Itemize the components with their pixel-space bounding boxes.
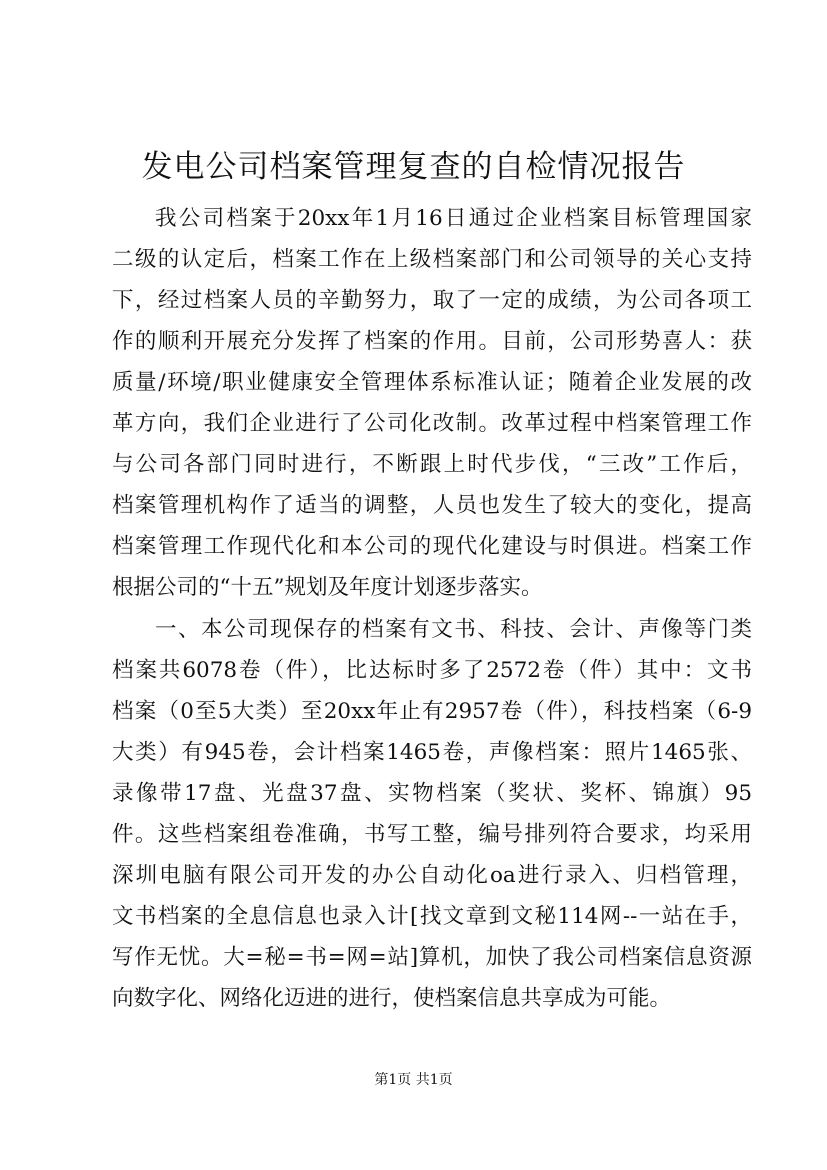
paragraph-2-line-4: 大类）有945卷，会计档案1465卷，声像档案：照片1465张、 [112, 740, 752, 765]
paragraph-1-line-2: 二级的认定后，档案工作在上级档案部门和公司领导的关心支持 [112, 247, 752, 272]
paragraph-1-line-7: 与公司各部门同时进行，不断跟上时代步伐，“三改”工作后， [112, 452, 752, 477]
document-title: 发电公司档案管理复查的自检情况报告 [141, 149, 686, 185]
paragraph-2-line-8: 文书档案的全息信息也录入计[找文章到文秘114网--一站在手， [112, 904, 752, 929]
paragraph-2-line-2: 档案共6078卷（件），比达标时多了2572卷（件）其中：文书 [112, 658, 752, 683]
paragraph-1-line-10: 根据公司的“十五”规划及年度计划逐步落实。 [112, 575, 543, 600]
paragraph-1-line-5: 质量/环境/职业健康安全管理体系标准认证；随着企业发展的改 [112, 370, 752, 395]
paragraph-2-line-7: 深圳电脑有限公司开发的办公自动化oa进行录入、归档管理， [112, 863, 752, 888]
paragraph-1-line-6: 革方向，我们企业进行了公司化改制。改革过程中档案管理工作 [112, 411, 752, 436]
paragraph-1-line-3: 下，经过档案人员的辛勤努力，取了一定的成绩，为公司各项工 [112, 288, 752, 313]
paragraph-1-line-4: 作的顺利开展充分发挥了档案的作用。目前，公司形势喜人：获 [112, 329, 752, 354]
paragraph-1-line-8: 档案管理机构作了适当的调整，人员也发生了较大的变化，提高 [112, 493, 752, 518]
paragraph-2-line-3: 档案（0至5大类）至20xx年止有2957卷（件），科技档案（6-9 [112, 699, 752, 724]
paragraph-1-line-1: 我公司档案于20xx年1月16日通过企业档案目标管理国家 [155, 206, 752, 231]
paragraph-2-line-5: 录像带17盘、光盘37盘、实物档案（奖状、奖杯、锦旗）95 [112, 781, 752, 806]
paragraph-2-line-10: 向数字化、网络化迈进的进行，使档案信息共享成为可能。 [112, 986, 672, 1011]
page-footer: 第1页 共1页 [374, 1072, 453, 1088]
paragraph-2-line-6: 件。这些档案组卷准确，书写工整，编号排列符合要求，均采用 [112, 822, 752, 847]
paragraph-2-line-1: 一、本公司现保存的档案有文书、科技、会计、声像等门类 [155, 617, 752, 642]
paragraph-1-line-9: 档案管理工作现代化和本公司的现代化建设与时俱进。档案工作 [112, 534, 752, 559]
paragraph-2-line-9: 写作无忧。大=秘=书=网=站]算机，加快了我公司档案信息资源 [112, 945, 752, 970]
